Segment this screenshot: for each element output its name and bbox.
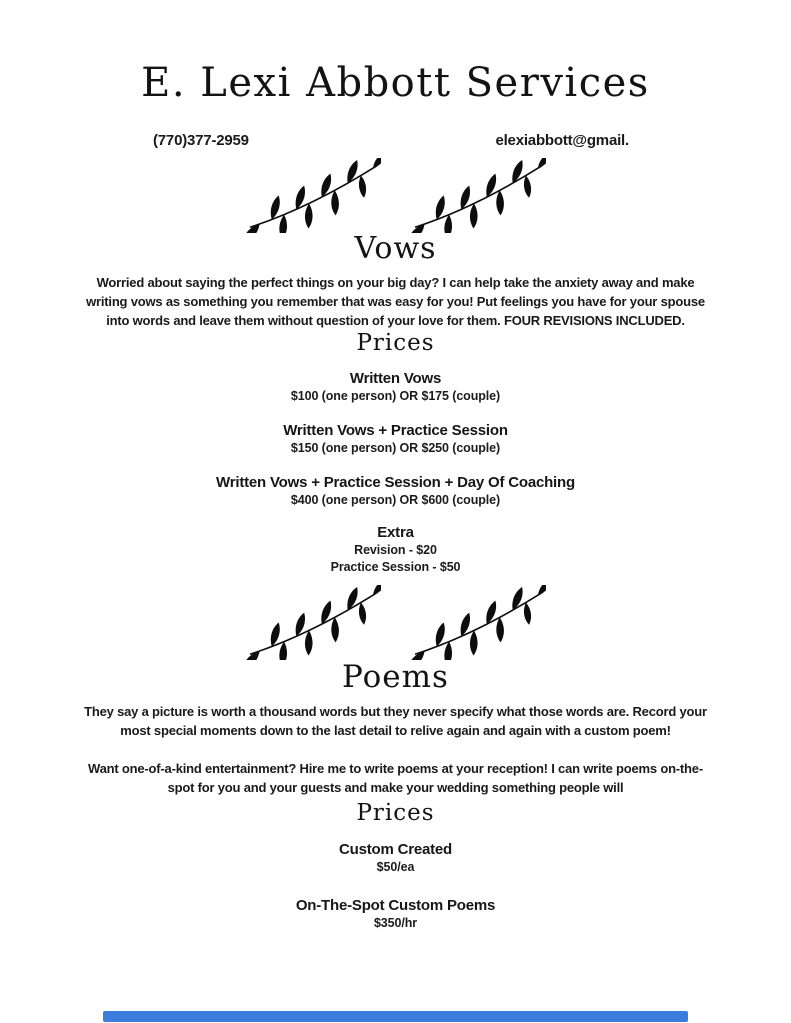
leaf-branch-icon xyxy=(246,585,381,660)
poems-description-1: They say a picture is worth a thousand words but they never specify what those words are. Record your most special moments down to the last detail to relive again and again with a custom poem! xyxy=(84,704,707,738)
page-title: E. Lexi Abbott Services xyxy=(141,60,650,106)
price-item xyxy=(0,524,791,575)
section-heading-poems: Poems xyxy=(342,659,449,695)
vows-prices-heading: Prices xyxy=(356,330,435,356)
bottom-bar xyxy=(103,1011,688,1022)
leaf-divider xyxy=(0,588,791,660)
leaf-divider xyxy=(0,161,791,233)
price-item-value: Revision - $20 xyxy=(354,543,437,557)
price-item xyxy=(0,474,791,508)
price-item xyxy=(0,422,791,456)
price-item-value: $100 (one person) OR $175 (couple) xyxy=(290,389,501,403)
price-item-name: Extra xyxy=(377,524,414,541)
price-item xyxy=(0,897,791,931)
poems-price-list xyxy=(0,841,791,931)
poems-prices-heading: Prices xyxy=(356,800,435,826)
price-item-value: $150 (one person) OR $250 (couple) xyxy=(290,441,501,455)
price-item-value: $50/ea xyxy=(376,860,415,874)
contact-row xyxy=(153,132,629,149)
phone-number: (770)377-2959 xyxy=(153,132,249,149)
leaf-branch-icon xyxy=(411,585,546,660)
leaf-branch-icon xyxy=(411,158,546,233)
price-item-name: Custom Created xyxy=(338,841,453,858)
vows-price-list xyxy=(0,370,791,575)
price-item-name: Written Vows + Practice Session xyxy=(283,422,508,439)
price-item-name: Written Vows xyxy=(349,370,442,387)
leaf-branch-icon xyxy=(246,158,381,233)
price-item-value: $350/hr xyxy=(373,916,418,930)
poems-description-2: Want one-of-a-kind entertainment? Hire me to write poems at your reception! I can write poems on-the-spot for you and your guests and make your wedding something people will xyxy=(88,761,703,795)
price-item xyxy=(0,841,791,875)
price-item-value: $400 (one person) OR $600 (couple) xyxy=(290,493,501,507)
price-item xyxy=(0,370,791,404)
section-heading-vows: Vows xyxy=(354,231,437,266)
price-item-name: On-The-Spot Custom Poems xyxy=(295,897,496,914)
email-address: elexiabbott@gmail. xyxy=(495,132,629,149)
vows-description: Worried about saying the perfect things on your big day? I can help take the anxiety away and make writing vows as something you remember that was easy for you! Put feelings you have for your spouse into words and leave them without question of your love for them. FOUR REVISIONS INCLUDED. xyxy=(86,275,705,328)
price-item-name: Written Vows + Practice Session + Day Of Coaching xyxy=(216,474,575,491)
price-item-value: Practice Session - $50 xyxy=(330,560,461,574)
